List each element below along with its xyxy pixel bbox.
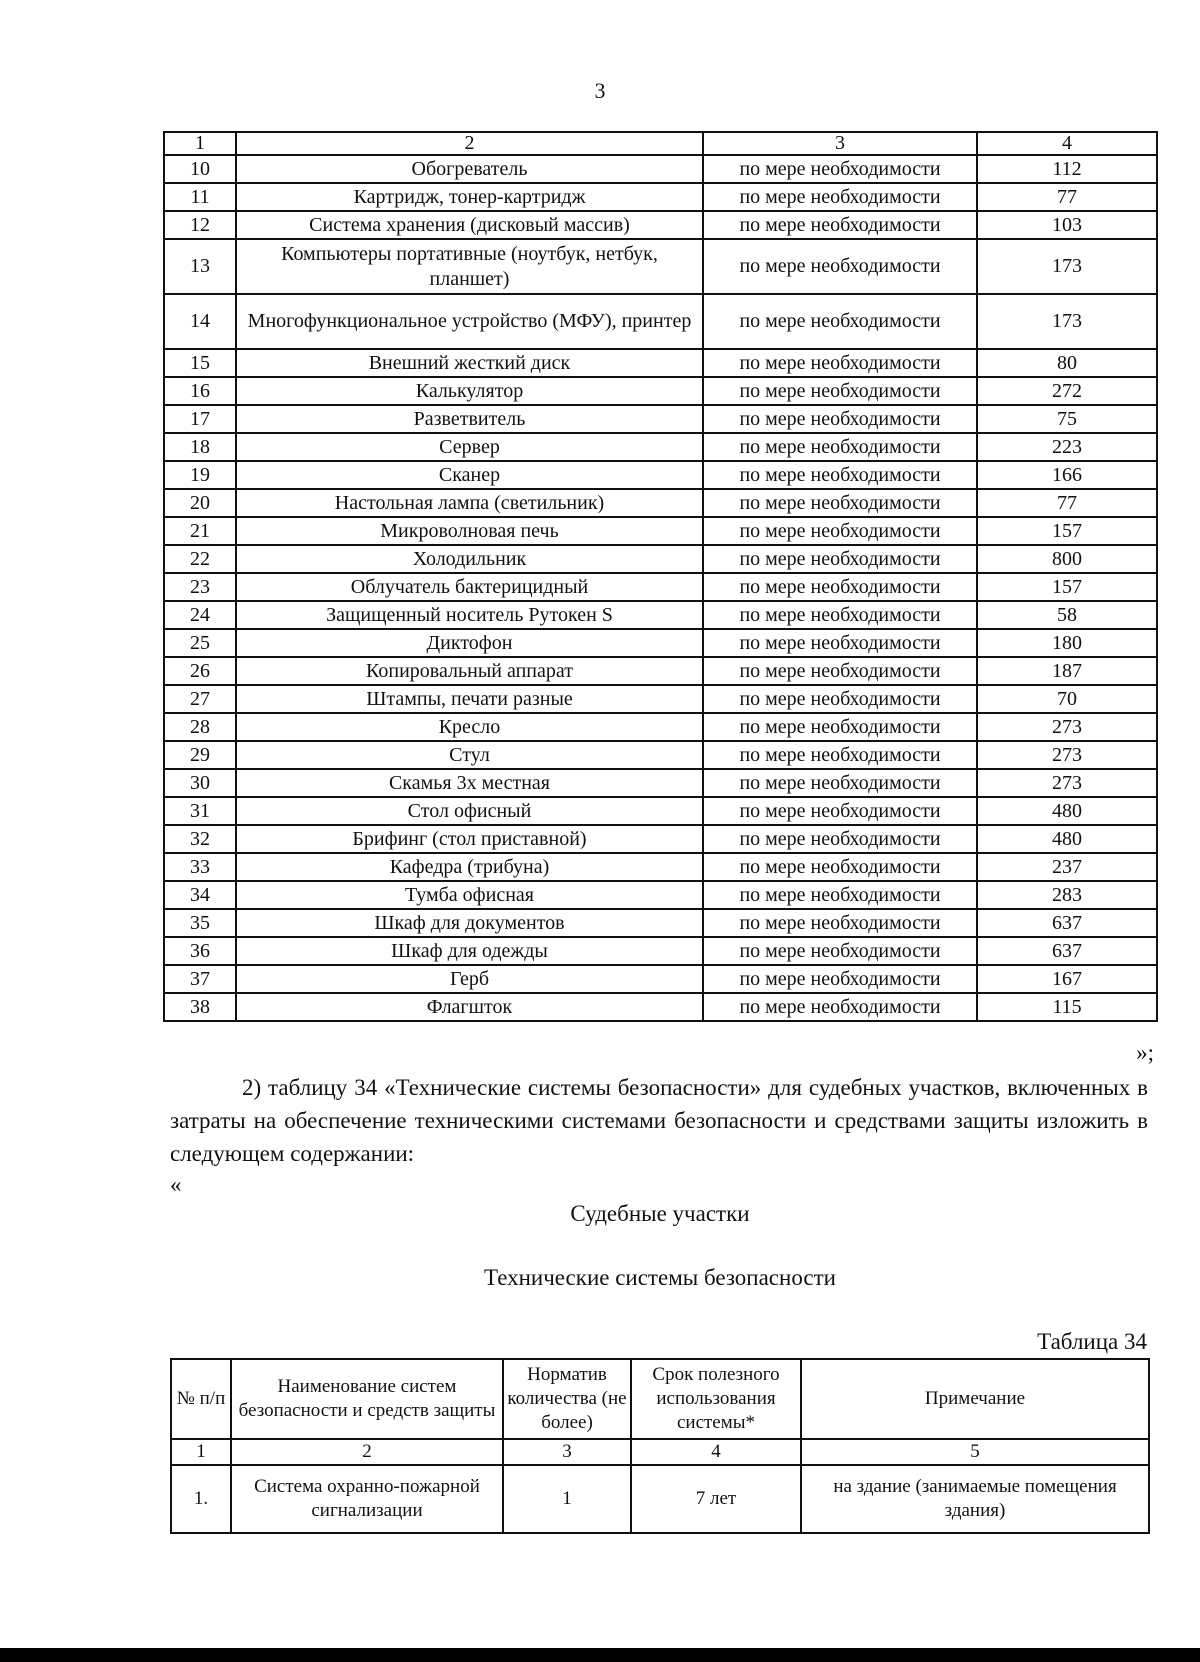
table-row — [164, 769, 1157, 797]
table-cell: по мере необходимости — [703, 769, 977, 797]
table-cell: по мере необходимости — [703, 211, 977, 239]
table-cell: Облучатель бактерицидный — [236, 573, 703, 601]
table-cell: 25 — [164, 629, 236, 657]
table-cell: 10 — [164, 155, 236, 183]
table-cell: 77 — [977, 489, 1157, 517]
table-cell: по мере необходимости — [703, 713, 977, 741]
table-row — [164, 433, 1157, 461]
table-cell: 103 — [977, 211, 1157, 239]
security-systems-table — [170, 1358, 1150, 1534]
table-cell: 800 — [977, 545, 1157, 573]
table-row — [164, 545, 1157, 573]
table-cell: Срок полезного использования системы* — [631, 1359, 801, 1439]
table-row — [164, 294, 1157, 349]
table-cell: Кресло — [236, 713, 703, 741]
table-cell: Скамья 3х местная — [236, 769, 703, 797]
table-cell: 3 — [503, 1439, 631, 1465]
table-cell: Норматив количества (не более) — [503, 1359, 631, 1439]
table-cell: Сканер — [236, 461, 703, 489]
table-cell: 5 — [801, 1439, 1149, 1465]
table-cell: 3 — [703, 132, 977, 155]
table-cell: 1 — [503, 1465, 631, 1533]
table-cell: 273 — [977, 713, 1157, 741]
table-cell: по мере необходимости — [703, 155, 977, 183]
table-cell: 180 — [977, 629, 1157, 657]
table-row — [164, 517, 1157, 545]
table-cell: по мере необходимости — [703, 685, 977, 713]
table-cell: по мере необходимости — [703, 489, 977, 517]
table-cell: 273 — [977, 741, 1157, 769]
table-row — [164, 713, 1157, 741]
table-header-row — [164, 132, 1157, 155]
table-cell: 12 — [164, 211, 236, 239]
table-cell: Защищенный носитель Рутокен S — [236, 601, 703, 629]
table-cell: Диктофон — [236, 629, 703, 657]
table-cell: 273 — [977, 769, 1157, 797]
table-cell: по мере необходимости — [703, 909, 977, 937]
table-cell: по мере необходимости — [703, 433, 977, 461]
table-row — [164, 461, 1157, 489]
table-caption: Таблица 34 — [1037, 1329, 1147, 1354]
table-cell: 20 — [164, 489, 236, 517]
table-cell: 19 — [164, 461, 236, 489]
table-cell: Наименование систем безопасности и средств защиты — [231, 1359, 503, 1439]
table-cell: по мере необходимости — [703, 377, 977, 405]
table-cell: 173 — [977, 294, 1157, 349]
section-heading: Судебные участки — [570, 1201, 750, 1226]
table-cell: 18 — [164, 433, 236, 461]
table-cell: 637 — [977, 937, 1157, 965]
table-cell: по мере необходимости — [703, 657, 977, 685]
table-cell: 58 — [977, 601, 1157, 629]
table-cell: 1 — [171, 1439, 231, 1465]
table-row — [164, 405, 1157, 433]
table-cell: 38 — [164, 993, 236, 1021]
equipment-table — [163, 131, 1158, 1022]
table-cell: 7 лет — [631, 1465, 801, 1533]
table-cell: по мере необходимости — [703, 294, 977, 349]
table-cell: Штампы, печати разные — [236, 685, 703, 713]
table-cell: 157 — [977, 573, 1157, 601]
table-cell: 70 — [977, 685, 1157, 713]
table-cell: Компьютеры портативные (ноутбук, нетбук, планшет) — [236, 239, 703, 294]
table-cell: 80 — [977, 349, 1157, 377]
table-row — [164, 239, 1157, 294]
table-row — [164, 183, 1157, 211]
table-cell: Кафедра (трибуна) — [236, 853, 703, 881]
table-cell: 637 — [977, 909, 1157, 937]
table-cell: Сервер — [236, 433, 703, 461]
table-cell: по мере необходимости — [703, 545, 977, 573]
table-cell: 1 — [164, 132, 236, 155]
table-cell: 2 — [231, 1439, 503, 1465]
table-cell: 2 — [236, 132, 703, 155]
table-row — [164, 629, 1157, 657]
table-cell: Внешний жесткий диск — [236, 349, 703, 377]
table-cell: 166 — [977, 461, 1157, 489]
table-cell: 28 — [164, 713, 236, 741]
table-row — [164, 657, 1157, 685]
table-cell: Шкаф для документов — [236, 909, 703, 937]
table-row — [164, 797, 1157, 825]
opening-quote: « — [170, 1172, 182, 1197]
table-cell: 23 — [164, 573, 236, 601]
table-cell: 22 — [164, 545, 236, 573]
table-cell: по мере необходимости — [703, 937, 977, 965]
table-cell: Герб — [236, 965, 703, 993]
table-cell: Калькулятор — [236, 377, 703, 405]
table-row — [164, 825, 1157, 853]
table-column-numbers-row — [171, 1439, 1149, 1465]
table-cell: 32 — [164, 825, 236, 853]
table-cell: по мере необходимости — [703, 881, 977, 909]
table-cell: Многофункциональное устройство (МФУ), принтер — [236, 294, 703, 349]
table-cell: по мере необходимости — [703, 797, 977, 825]
table-cell: 29 — [164, 741, 236, 769]
table-cell: 21 — [164, 517, 236, 545]
table-row — [164, 685, 1157, 713]
table-heading: Технические системы безопасности — [484, 1265, 836, 1290]
table-cell: Флагшток — [236, 993, 703, 1021]
table-cell: 283 — [977, 881, 1157, 909]
table-row — [164, 573, 1157, 601]
table-cell: 37 — [164, 965, 236, 993]
table-cell: 35 — [164, 909, 236, 937]
table-cell: 11 — [164, 183, 236, 211]
table-cell: Брифинг (стол приставной) — [236, 825, 703, 853]
table-cell: по мере необходимости — [703, 349, 977, 377]
table-cell: 157 — [977, 517, 1157, 545]
table-cell: № п/п — [171, 1359, 231, 1439]
table-row — [164, 211, 1157, 239]
table-row — [171, 1465, 1149, 1533]
table-row — [164, 377, 1157, 405]
table-cell: 112 — [977, 155, 1157, 183]
table-row — [164, 349, 1157, 377]
table-cell: 24 — [164, 601, 236, 629]
closing-quote: »; — [1136, 1040, 1154, 1065]
table-cell: по мере необходимости — [703, 741, 977, 769]
table-cell: 16 — [164, 377, 236, 405]
table-cell: 17 — [164, 405, 236, 433]
table-cell: 167 — [977, 965, 1157, 993]
page-number: 3 — [594, 78, 606, 103]
table-cell: Микроволновая печь — [236, 517, 703, 545]
table-row — [164, 965, 1157, 993]
table-cell: Копировальный аппарат — [236, 657, 703, 685]
table-cell: 27 — [164, 685, 236, 713]
table-cell: по мере необходимости — [703, 629, 977, 657]
table-row — [164, 741, 1157, 769]
table-cell: по мере необходимости — [703, 601, 977, 629]
table-cell: по мере необходимости — [703, 825, 977, 853]
table-cell: Картридж, тонер-картридж — [236, 183, 703, 211]
table-cell: 26 — [164, 657, 236, 685]
table-cell: Обогреватель — [236, 155, 703, 183]
table-cell: 36 — [164, 937, 236, 965]
table-row — [164, 881, 1157, 909]
table-cell: 115 — [977, 993, 1157, 1021]
table-row — [164, 909, 1157, 937]
table-cell: 4 — [977, 132, 1157, 155]
table-cell: по мере необходимости — [703, 405, 977, 433]
table-cell: 480 — [977, 825, 1157, 853]
table-cell: Разветвитель — [236, 405, 703, 433]
table-row — [164, 601, 1157, 629]
table-cell: Стол офисный — [236, 797, 703, 825]
table-cell: 272 — [977, 377, 1157, 405]
table-cell: по мере необходимости — [703, 853, 977, 881]
table-cell: 237 — [977, 853, 1157, 881]
table-cell: Система охранно-пожарной сигнализации — [231, 1465, 503, 1533]
table-cell: 77 — [977, 183, 1157, 211]
table-row — [164, 155, 1157, 183]
table-cell: 223 — [977, 433, 1157, 461]
table-cell: Примечание — [801, 1359, 1149, 1439]
table-cell: 31 — [164, 797, 236, 825]
table-cell: Стул — [236, 741, 703, 769]
table-cell: Система хранения (дисковый массив) — [236, 211, 703, 239]
table-cell: по мере необходимости — [703, 183, 977, 211]
table-cell: 187 — [977, 657, 1157, 685]
table-cell: Холодильник — [236, 545, 703, 573]
table-cell: Настольная лампа (светильник) — [236, 489, 703, 517]
table-cell: по мере необходимости — [703, 517, 977, 545]
table-row — [164, 853, 1157, 881]
table-row — [164, 489, 1157, 517]
table-cell: по мере необходимости — [703, 461, 977, 489]
table-cell: 13 — [164, 239, 236, 294]
table-cell: 75 — [977, 405, 1157, 433]
table-header-row — [171, 1359, 1149, 1439]
table-cell: 30 — [164, 769, 236, 797]
table-cell: 4 — [631, 1439, 801, 1465]
table-cell: 480 — [977, 797, 1157, 825]
table-cell: 34 — [164, 881, 236, 909]
table-cell: 1. — [171, 1465, 231, 1533]
table-cell: 33 — [164, 853, 236, 881]
table-cell: на здание (занимаемые помещения здания) — [801, 1465, 1149, 1533]
table-cell: Шкаф для одежды — [236, 937, 703, 965]
table-cell: 15 — [164, 349, 236, 377]
table-cell: по мере необходимости — [703, 239, 977, 294]
table-cell: по мере необходимости — [703, 993, 977, 1021]
table-cell: 173 — [977, 239, 1157, 294]
table-cell: Тумба офисная — [236, 881, 703, 909]
table-row — [164, 993, 1157, 1021]
table-cell: по мере необходимости — [703, 965, 977, 993]
amendment-paragraph: 2) таблицу 34 «Технические системы безопасности» для судебных участков, включенных в затраты на обеспечение техническими системами безопасности и средствами защиты изложить в следующем содержании: — [170, 1075, 1148, 1166]
table-cell: по мере необходимости — [703, 573, 977, 601]
scan-bottom-edge — [0, 1648, 1200, 1662]
table-row — [164, 937, 1157, 965]
table-cell: 14 — [164, 294, 236, 349]
